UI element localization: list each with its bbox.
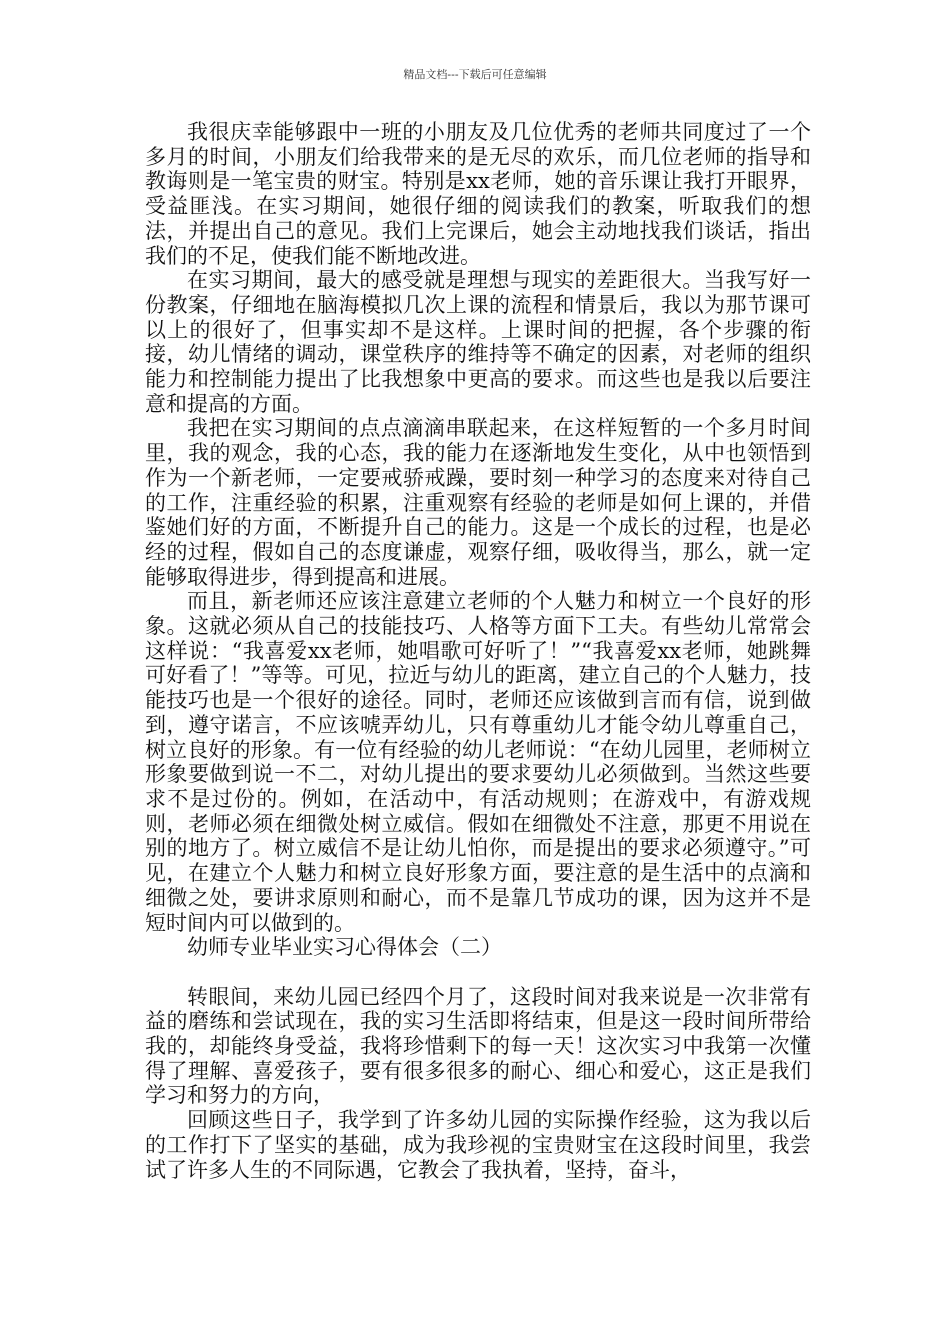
section-heading: 幼师专业毕业实习心得体会（二）	[187, 935, 502, 960]
page-header: 精品文档---下载后可任意编辑	[403, 68, 547, 81]
paragraph: 回顾这些日子，我学到了许多幼儿园的实际操作经验，这为我以后的工作打下了坚实的基础，成为我珍视的宝贵财宝在这段时间里，我尝试了许多人生的不同际遇，它教会了我执着，坚持，奋斗，	[145, 1108, 811, 1182]
paragraph: 转眼间，来幼儿园已经四个月了，这段时间对我来说是一次非常有益的磨练和尝试现在，我的实习生活即将结束，但是这一段时间所带给我的，却能终身受益，我将珍惜剩下的每一天！这次实习中我第一次懂得了理解、喜爱孩子，要有很多很多的耐心、细心和爱心，这正是我们学习和努力的方向，	[145, 984, 811, 1108]
document-body	[145, 120, 811, 1182]
blank-line	[145, 960, 811, 985]
paragraph: 我很庆幸能够跟中一班的小朋友及几位优秀的老师共同度过了一个多月的时间，小朋友们给我带来的是无尽的欢乐，而几位老师的指导和教诲则是一笔宝贵的财宝。特别是xx老师，她的音乐课让我打开眼界，受益匪浅。在实习期间，她很仔细的阅读我们的教案，听取我们的想法，并提出自己的意见。我们上完课后，她会主动地找我们谈话，指出我们的不足，使我们能不断地改进。	[145, 120, 811, 268]
paragraph: 我把在实习期间的点点滴滴串联起来，在这样短暂的一个多月时间里，我的观念，我的心态，我的能力在逐渐地发生变化，从中也领悟到作为一个新老师，一定要戒骄戒躁，要时刻一种学习的态度来对待自己的工作，注重经验的积累，注重观察有经验的老师是如何上课的，并借鉴她们好的方面，不断提升自己的能力。这是一个成长的过程，也是必经的过程，假如自己的态度谦虚，观察仔细，吸收得当，那么，就一定能够取得进步，得到提高和进展。	[145, 416, 811, 589]
paragraph: 在实习期间，最大的感受就是理想与现实的差距很大。当我写好一份教案，仔细地在脑海模拟几次上课的流程和情景后，我以为那节课可以上的很好了，但事实却不是这样。上课时间的把握，各个步骤的衔接，幼儿情绪的调动，课堂秩序的维持等不确定的因素，对老师的组织能力和控制能力提出了比我想象中更高的要求。而这些也是我以后要注意和提高的方面。	[145, 268, 811, 416]
paragraph: 而且，新老师还应该注意建立老师的个人魅力和树立一个良好的形象。这就必须从自己的技能技巧、人格等方面下工夫。有些幼儿常常会这样说：“我喜爱xx老师，她唱歌可好听了！”“我喜爱xx老师，她跳舞可好看了！”等等。可见，拉近与幼儿的距离，建立自己的个人魅力，技能技巧也是一个很好的途径。同时，老师还应该做到言而有信，说到做到，遵守诺言，不应该唬弄幼儿，只有尊重幼儿才能令幼儿尊重自己，树立良好的形象。有一位有经验的幼儿老师说：“在幼儿园里，老师树立形象要做到说一不二，对幼儿提出的要求要幼儿必须做到。当然这些要求不是过份的。例如，在活动中，有活动规则；在游戏中，有游戏规则，老师必须在细微处树立威信。假如在细微处不注意，那更不用说在别的地方了。树立威信不是让幼儿怕你，而是提出的要求必须遵守。”可见，在建立个人魅力和树立良好形象方面，要注意的是生活中的点滴和细微之处，要讲求原则和耐心，而不是靠几节成功的课，因为这并不是短时间内可以做到的。	[145, 589, 811, 935]
